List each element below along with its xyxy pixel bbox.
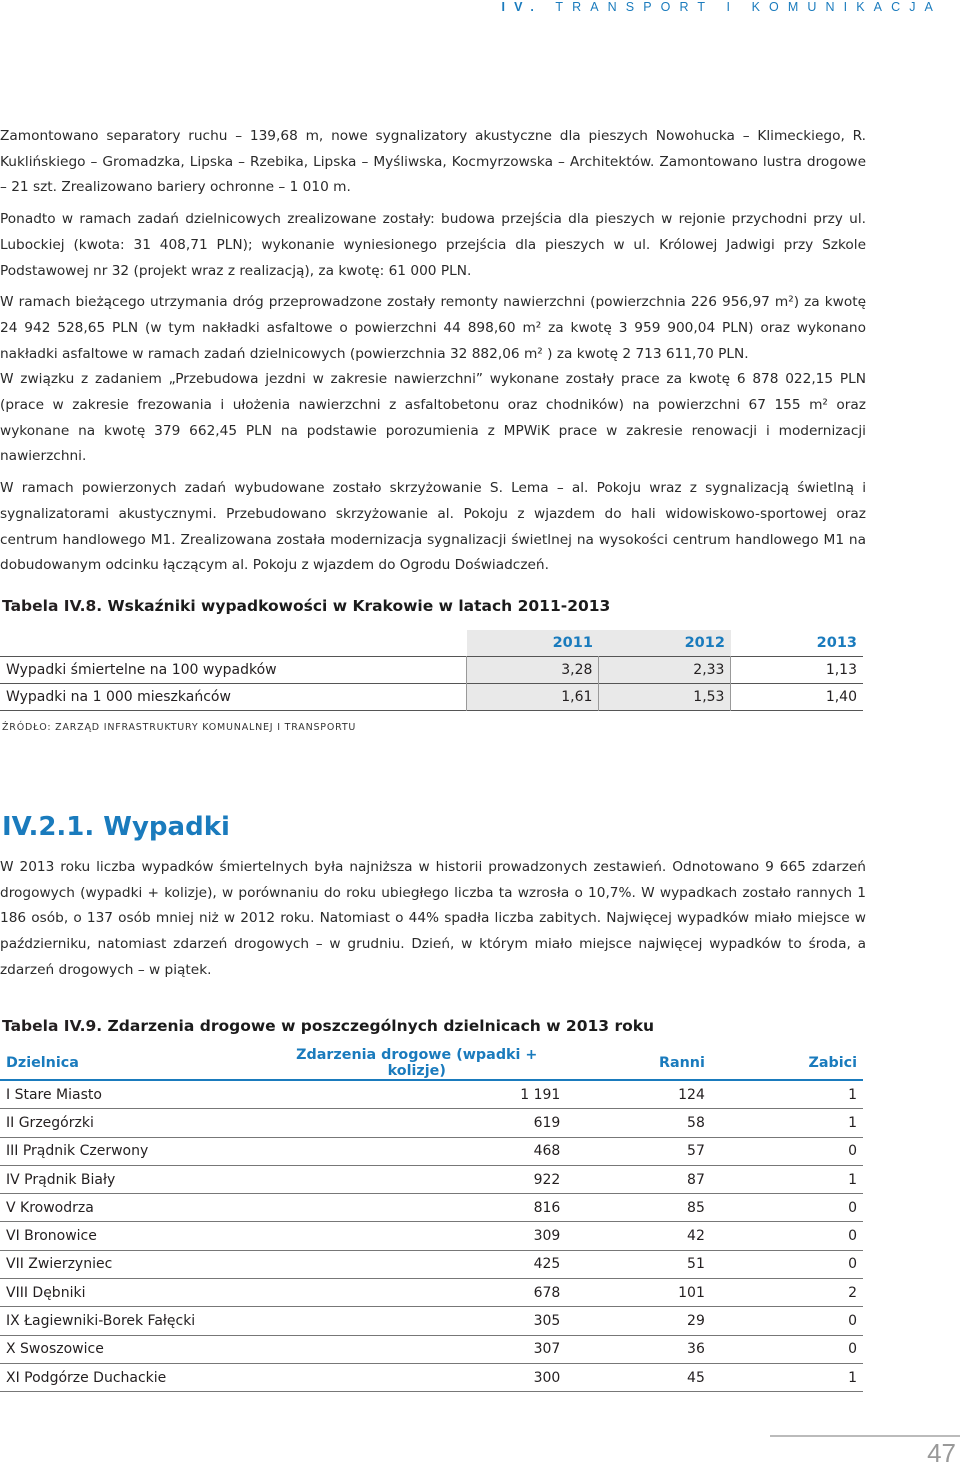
running-header [502, 0, 942, 18]
district-name: VI Bronowice [0, 1222, 267, 1250]
table-row [0, 1363, 863, 1391]
table9-cell: 87 [566, 1165, 711, 1193]
district-name: I Stare Miasto [0, 1080, 267, 1109]
section-heading: IV.2.1. Wypadki [2, 812, 230, 842]
district-name: XI Podgórze Duchackie [0, 1363, 267, 1391]
table9-cell: 0 [711, 1335, 863, 1363]
table8-row-label: Wypadki na 1 000 mieszkańców [6, 689, 231, 705]
table9-body [0, 1080, 863, 1392]
district-name: III Prądnik Czerwony [0, 1137, 267, 1165]
district-name: X Swoszowice [0, 1335, 267, 1363]
table9-caption [2, 1017, 654, 1035]
table-row [0, 657, 863, 684]
table8-year-2011: 2011 [467, 630, 599, 657]
table-row [0, 1335, 863, 1363]
table9-cell: 29 [566, 1307, 711, 1335]
table9-cell: 42 [566, 1222, 711, 1250]
paragraph-separators: Zamontowano separatory ruchu – 139,68 m, nowe sygnalizatory akustyczne dla pieszych Nowohucka – Klimeckiego, R. Kuklińskiego – Gromadzka, Lipska – Rzebika, Lipska – Myśliwska, Kocmyrzowska – Architektów. Zamontowano lustra drogowe – 21 szt. Zrealizowano bariery ochronne – 1 010 m. [0, 128, 866, 196]
table-row [0, 1222, 863, 1250]
table9-cell: 45 [566, 1363, 711, 1391]
table8-header-blank [0, 630, 467, 657]
table8-header-row [0, 630, 863, 657]
page-number-rule [770, 1435, 960, 1437]
paragraph-district-tasks: Ponadto w ramach zadań dzielnicowych zrealizowane zostały: budowa przejścia dla pieszych w rejonie przychodni przy ul. Lubockiej (kwota: 31 408,71 PLN); wykonanie wyniesionego przejścia dla pieszych w ul. Królowej Jadwigi przy Szkole Podstawowej nr 32 (projekt wraz z realizacją), za kwotę: 61 000 PLN. [0, 211, 866, 279]
table8-cell: 1,13 [731, 657, 863, 684]
district-name: V Krowodrza [0, 1194, 267, 1222]
table9-cell: 425 [267, 1250, 566, 1278]
body-text [0, 124, 866, 579]
paragraph-reconstruction: W związku z zadaniem „Przebudowa jezdni w zakresie nawierzchni” wykonane zostały prace za kwotę 6 878 022,15 PLN (prace w zakresie frezowania i ułożenia nawierzchni z asfaltobetonu oraz chodników) na powierzchni 67 155 m² oraz wykonane na kwotę 379 662,45 PLN na podstawie porozumienia z MPWiK prace w zakresie renowacji i modernizacji nawierzchni. [0, 371, 866, 465]
table8-source: ŹRÓDŁO: ZARZĄD INFRASTRUKTURY KOMUNALNEJ I TRANSPORTU [2, 722, 357, 733]
table9-cell: 678 [267, 1279, 566, 1307]
table8-year-2013: 2013 [816, 635, 857, 651]
table8-title: Wskaźniki wypadkowości w Krakowie w latach 2011-2013 [107, 597, 611, 615]
table9-col-injured: Ranni [566, 1047, 711, 1080]
table8-cell: 2,33 [599, 657, 731, 684]
table9-cell: 305 [267, 1307, 566, 1335]
table9-cell: 0 [711, 1222, 863, 1250]
table9-cell: 307 [267, 1335, 566, 1363]
table9-cell: 0 [711, 1137, 863, 1165]
district-name: VII Zwierzyniec [0, 1250, 267, 1278]
table9-cell: 124 [566, 1080, 711, 1109]
chapter-number: IV. [501, 0, 543, 14]
table9-cell: 309 [267, 1222, 566, 1250]
table9-cell: 51 [566, 1250, 711, 1278]
paragraph-intersections: W ramach powierzonych zadań wybudowane zostało skrzyżowanie S. Lema – al. Pokoju wraz z sygnalizacją świetlną i sygnalizatorami akustycznymi. Przebudowano skrzyżowanie al. Pokoju z wjazdem do hali widowiskowo-sportowej oraz centrum handlowego M1. Zrealizowana została modernizacja sygnalizacji świetlnej na wysokości centrum handlowego M1 na dobudowanym odcinku łączącym al. Pokoju z wjazdem do Ogrodu Doświadczeń. [0, 480, 866, 574]
table-row [0, 1279, 863, 1307]
table9-cell: 1 [711, 1109, 863, 1137]
table-row [0, 684, 863, 711]
table9-col-killed: Zabici [711, 1047, 863, 1080]
table9-cell: 1 [711, 1363, 863, 1391]
table9-cell: 0 [711, 1307, 863, 1335]
table-row [0, 1307, 863, 1335]
section-body [0, 855, 866, 984]
accident-rate-table [0, 630, 863, 711]
table9-label: Tabela IV.9. [2, 1017, 103, 1035]
table-row [0, 1165, 863, 1193]
section-paragraph: W 2013 roku liczba wypadków śmiertelnych była najniższa w historii prowadzonych zestawień. Odnotowano 9 665 zdarzeń drogowych (wypadki + kolizje), w porównaniu do roku ubiegłego liczba ta wzrosła o 10,7%. W wypadkach zostało rannych 1 186 osób, o 137 osób mniej niż w 2012 roku. Natomiast o 44% spadła liczba zabitych. Najwięcej wypadków miało miejsce w październiku, natomiast zdarzeń drogowych – w grudniu. Dzień, w którym miało miejsce najwięcej wypadków to środa, a zdarzeń drogowych – w piątek. [0, 859, 866, 978]
table9-cell: 57 [566, 1137, 711, 1165]
district-name: IV Prądnik Biały [0, 1165, 267, 1193]
table9-header-row [0, 1047, 863, 1080]
table-row [0, 1250, 863, 1278]
table9-cell: 816 [267, 1194, 566, 1222]
table8-cell: 1,61 [467, 684, 599, 711]
page-number: 47 [927, 1438, 956, 1468]
district-name: VIII Dębniki [0, 1279, 267, 1307]
table-row [0, 1194, 863, 1222]
district-name: II Grzegórzki [0, 1109, 267, 1137]
chapter-title: TRANSPORT I KOMUNIKACJA [555, 0, 942, 14]
table9-cell: 300 [267, 1363, 566, 1391]
table-row [0, 1109, 863, 1137]
district-incidents-table [0, 1047, 863, 1392]
district-name: IX Łagiewniki-Borek Fałęcki [0, 1307, 267, 1335]
table9-cell: 468 [267, 1137, 566, 1165]
table9-cell: 1 [711, 1165, 863, 1193]
table9-col-incidents: Zdarzenia drogowe (wpadki + kolizje) [267, 1047, 566, 1080]
table9-cell: 36 [566, 1335, 711, 1363]
table8-row-label: Wypadki śmiertelne na 100 wypadków [6, 662, 277, 678]
table9-cell: 619 [267, 1109, 566, 1137]
table-row [0, 1080, 863, 1109]
table9-cell: 1 [711, 1080, 863, 1109]
table9-cell: 2 [711, 1279, 863, 1307]
table8-label: Tabela IV.8. [2, 597, 103, 615]
table9-col-district: Dzielnica [0, 1047, 267, 1080]
table8-cell: 3,28 [467, 657, 599, 684]
paragraph-road-maintenance: W ramach bieżącego utrzymania dróg przeprowadzone zostały remonty nawierzchni (powierzchnia 226 956,97 m²) za kwotę 24 942 528,65 PLN (w tym nakładki asfaltowe o powierzchni 44 898,60 m² za kwotę 3 959 900,04 PLN) oraz wykonano nakładki asfaltowe w ramach zadań dzielnicowych (powierzchnia 32 882,06 m² ) za kwotę 2 713 611,70 PLN. [0, 294, 866, 362]
table-row [0, 1137, 863, 1165]
table9-cell: 85 [566, 1194, 711, 1222]
table8-cell: 1,40 [731, 684, 863, 711]
table9-cell: 101 [566, 1279, 711, 1307]
table8-caption [2, 597, 610, 615]
table9-title: Zdarzenia drogowe w poszczególnych dzielnicach w 2013 roku [107, 1017, 655, 1035]
table9-cell: 922 [267, 1165, 566, 1193]
table9-cell: 0 [711, 1250, 863, 1278]
table9-cell: 0 [711, 1194, 863, 1222]
table8-cell: 1,53 [599, 684, 731, 711]
table9-cell: 58 [566, 1109, 711, 1137]
table8-year-2012: 2012 [599, 630, 731, 657]
table9-cell: 1 191 [267, 1080, 566, 1109]
